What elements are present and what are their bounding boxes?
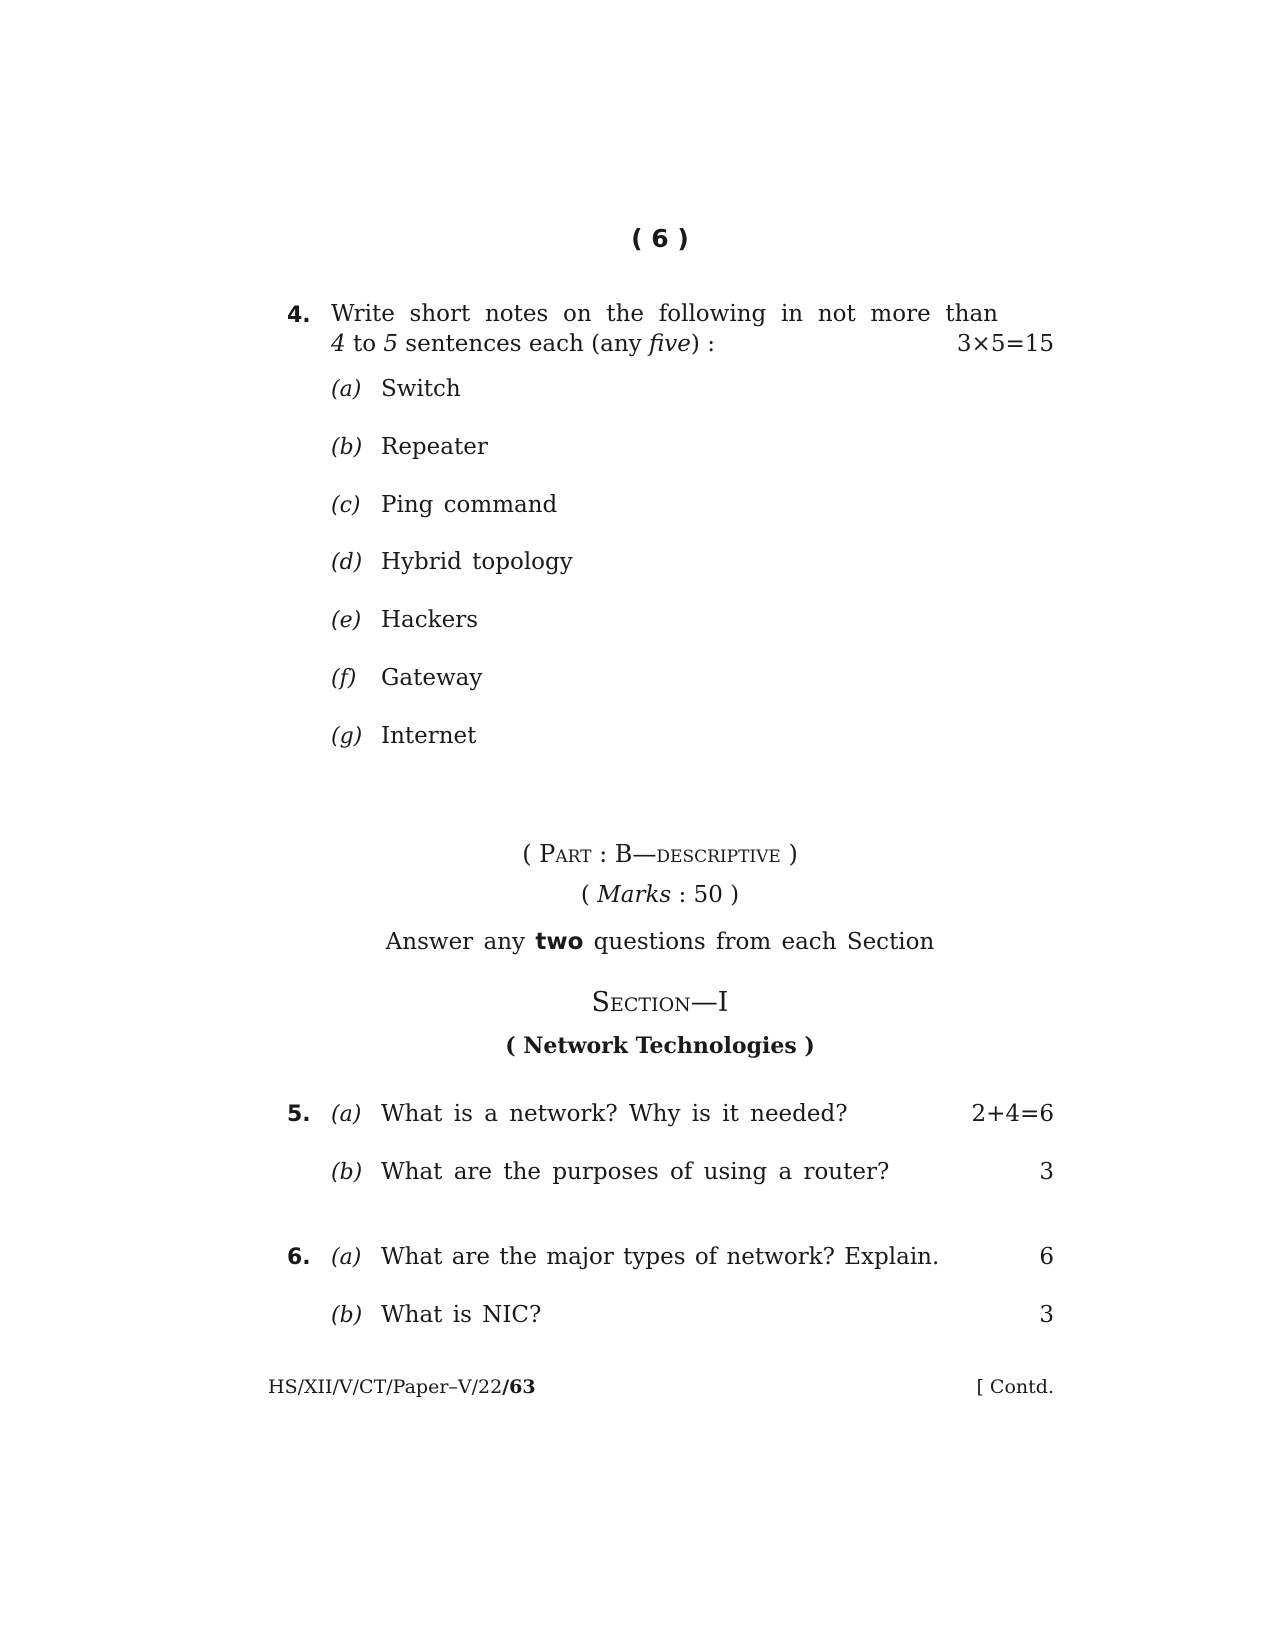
paper-code: HS/XII/V/CT/Paper–V/22/63 (268, 1376, 536, 1398)
item-text: Internet (381, 723, 477, 749)
part-marks: ( Marks : 50 ) (580, 882, 740, 908)
page-number: ( 6 ) (631, 224, 689, 253)
item-text: Gateway (381, 665, 483, 691)
item-label: (a) (331, 377, 362, 402)
item-label: (b) (331, 1160, 363, 1185)
marks: 3 (1039, 1302, 1054, 1328)
question-text: What are the major types of network? Explain. (381, 1244, 940, 1270)
item-label: (a) (331, 1245, 362, 1270)
text: sentences each (any (398, 331, 649, 357)
question-text: What is a network? Why is it needed? (381, 1101, 848, 1127)
number-italic: 5 (383, 331, 398, 357)
item-label: (b) (331, 1303, 363, 1328)
item-text: Repeater (381, 434, 488, 460)
item-label: (g) (331, 724, 363, 749)
number-italic: 4 (331, 331, 346, 357)
marks: 3×5=15 (956, 331, 1054, 357)
instructions: Answer any two questions from each Section (385, 929, 935, 955)
question-text: Write short notes on the following in not more than (331, 301, 998, 327)
contd-label: [ Contd. (976, 1376, 1054, 1398)
emphasis: five (648, 331, 691, 357)
item-label: (e) (331, 608, 362, 633)
item-label: (d) (331, 550, 363, 575)
question-number: 5. (287, 1102, 311, 1127)
item-text: Ping command (381, 492, 558, 518)
question-number: 4. (287, 303, 311, 328)
question-number: 6. (287, 1245, 311, 1270)
item-text: Hackers (381, 607, 478, 633)
item-label: (a) (331, 1102, 362, 1127)
question-text: What is NIC? (381, 1302, 542, 1328)
item-label: (f) (331, 666, 357, 691)
section-title: Section—I (591, 987, 729, 1018)
item-text: Switch (381, 376, 461, 402)
question-text: What are the purposes of using a router? (381, 1159, 890, 1185)
item-label: (c) (331, 493, 361, 518)
marks: 2+4=6 (971, 1101, 1054, 1127)
section-subtitle: ( Network Technologies ) (505, 1033, 815, 1059)
part-heading: ( Part : B—descriptive ) (522, 840, 798, 868)
text: to (345, 331, 384, 357)
item-text: Hybrid topology (381, 549, 573, 575)
text: ) : (690, 331, 715, 357)
marks: 3 (1039, 1159, 1054, 1185)
item-label: (b) (331, 435, 363, 460)
marks: 6 (1039, 1244, 1054, 1270)
question-text-line2 (331, 331, 715, 357)
